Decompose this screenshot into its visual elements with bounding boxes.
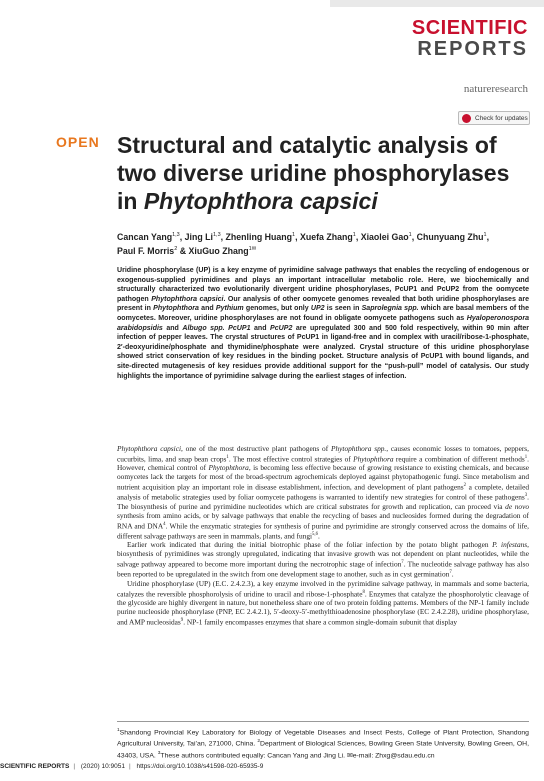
logo-line-2: REPORTS — [417, 38, 528, 60]
reference-link[interactable]: 4 — [163, 521, 166, 527]
author-list: Cancan Yang$^{1,3}$, Jing Li$^{1,3}$, Zhenling Huang$^1$, Xuefa Zhang$^1$, Xiaolei Gao$^1$, Chunyuang Zhu$^1$, Paul F. Morris$^2$ & XiuGuo Zhang$^{1✉}$ — [117, 231, 490, 256]
reference-link[interactable]: 1 — [524, 454, 528, 460]
title-line-3-prefix: in — [117, 188, 144, 214]
top-bar — [0, 0, 544, 12]
check-updates-button[interactable] — [458, 111, 530, 125]
footer-separator: | — [128, 763, 131, 770]
title-line-1: Structural and catalytic analysis of — [117, 132, 497, 158]
logo-line-1: SCIENTIFIC — [411, 17, 528, 39]
author[interactable]: XiuGuo Zhang$^{1✉}$ — [188, 245, 257, 256]
email-icon: ✉ — [346, 752, 353, 760]
affiliation-divider — [117, 721, 529, 722]
author-email-link[interactable]: Zhxg@sdau.edu.cn — [375, 752, 435, 760]
author[interactable]: Paul F. Morris$^2$ — [117, 245, 178, 256]
title-line-2: two diverse uridine phosphorylases — [117, 160, 510, 186]
article-title — [117, 131, 529, 215]
page-footer — [0, 763, 544, 777]
reference-link[interactable]: 3 — [524, 493, 528, 499]
title-line-3-species: Phytophthora capsici — [143, 188, 378, 214]
author[interactable]: Cancan Yang$^{1,3}$ — [117, 231, 180, 242]
top-bar-box — [330, 0, 544, 7]
open-access-label: OPEN — [56, 134, 100, 150]
abstract: Uridine phosphorylase (UP) is a key enzyme of pyrimidine salvage pathways that enables the recycling of endogenous or exogenous-supplied pyrimidines and plays an important intracellular metabolic role. Here, we biochemically and structurally characterized two evolutionarily divergent uridine phosphorylases, PcUP1 and PcUP2 from the oomycete pathogen Phytophthora capsici. Our analysis of other oomycete genomes revealed that both uridine phosphorylases are present in Phytophthora and Pythium genomes, but only UP2 is seen in Saprolegnia spp. which are basal members of the oomycetes. Moreover, uridine phosphorylases are not found in obligate oomycete pathogens such as Hyaloperonospora arabidopsidis and Albugo spp. PcUP1 and PcUP2 are upregulated 300 and 500 fold respectively, within 90 min after infection of pepper leaves. The crystal structures of PcUP1 in ligand-free and in complex with uracil/ribose-1-phosphate, 2′-deoxyuridine/phosphate and thymidine/phosphate were analyzed. Crystal structure of this uridine phosphorylase showed strict conservation of key residues in the binding pocket. Structure analysis of PcUP1 with bound ligands, and site-directed mutagenesis of key residues provide additional support for the “push-pull” model of catalysis. Our study highlights the importance of pyrimidine salvage during the earliest stages of infection. — [117, 267, 529, 380]
affiliations: $^1$Shandong Provincial Key Laboratory for Biology of Vegetable Diseases and Insect Pests, College of Plant Protection, Shandong Agricultural University, Tai’an, 271000, China. $^2$Department of Biological Sciences, Bowling Green State University, Bowling Green, OH, 43403, USA. $^3$These authors contributed equally: Cancan Yang and Jing Li. ✉e-mail: Zhxg@sdau.edu.cn — [117, 728, 529, 760]
reference-link[interactable]: 8 — [362, 589, 365, 595]
reference-link[interactable]: 1 — [226, 454, 229, 460]
journal-logo[interactable] — [412, 18, 528, 60]
publisher-name: natureresearch — [463, 83, 528, 95]
footer-doi-link[interactable]: https://doi.org/10.1038/s41598-020-65935-9 — [136, 763, 264, 770]
reference-link[interactable]: 7 — [401, 560, 404, 566]
author[interactable]: Zhenling Huang$^1$ — [225, 231, 296, 242]
refresh-icon — [462, 114, 471, 123]
check-updates-label: Check for updates — [475, 114, 528, 122]
reference-link[interactable]: 9 — [180, 617, 184, 623]
footer-citation: (2020) 10:9051 — [80, 763, 125, 770]
author[interactable]: Xuefa Zhang$^1$ — [299, 231, 356, 242]
author[interactable]: Jing Li$^{1,3}$ — [184, 231, 221, 242]
reference-link[interactable]: 2 — [463, 483, 467, 489]
body-paragraph-1: Phytophthora capsici, one of the most destructive plant pathogens of Phytophthora spp., causes economic losses to tomatoes, peppers, cucurbits, lima, and snap bean crops$^1$. The most effective control strategies of Phytophthora require a combination of different methods$^1$. However, chemical control of Phytophthora, is becoming less effective because of growing resistance to existing chemicals, and because oomycetes lack the targets for most of the broad-spectrum agrochemicals deployed against phytopathogenic fungi. Since metabolism and nutrient acquisition play an important role in disease establishment, infection, and development of plant pathogens$^2$ a complete, detailed analysis of metabolic strategies used by foliar oomycete pathogens is warranted to identify new strategies for control of these pathogens$^3$. The biosynthesis of purine and pyrimidine nucleotides which are critical substrates for growth and replication, can proceed via de novo synthesis from amino acids, or by salvage pathways that enable the recycling of bases and nucleosides formed during the degradation of RNA and DNA$^4$. While the enzymatic strategies for synthesis of purine and pyrimidine are strongly conserved across the domains of life, different salvage pathways are seen in mammals, plants, and fungi$^{5,6}$. — [117, 444, 529, 541]
body-paragraph-3: Uridine phosphorylase (UP) (E.C. 2.4.2.3), a key enzyme involved in the pyrimidine salvage pathway, in mammals and some bacteria, catalyzes the reversible phosphorolysis of uridine to uracil and ribose-1-phosphate$^8$. Enzymes that catalyze the phosphorolytic cleavage of the glycoside are highly divergent in nature, but nonetheless share one of two protein folding patterns. Members of the NP-1 family include purine nucleoside phosphorylase (PNP, EC 2.4.2.1), 5′-deoxy-5′-methylthioadenosine phosphorylase (EC 2.4.2.28), uridine phosphorylase, and AMP nucleosidas$^9$. NP-1 family encompasses enzymes that share a common single-domain subunit that display — [117, 578, 529, 627]
reference-link[interactable]: 5,6 — [312, 531, 319, 537]
body-paragraph-2: Earlier work indicated that during the initial biotrophic phase of the foliar infection by the potato blight pathogen P. infestans, biosynthesis of pyrimidines was strongly upregulated, indicating that invasive growth was not dependent on plant nucleotides, while the salvage pathway appeared to become more important during the necrotrophic stage of infection$^7$. The nucleotide salvage pathway has also been reported to be upregulated in the switch from one development stage to another, such as in cyst germination$^7$. — [117, 540, 529, 579]
author[interactable]: Chunyuang Zhu$^1$ — [416, 231, 487, 242]
footer-journal: SCIENTIFIC REPORTS — [0, 763, 70, 770]
reference-link[interactable]: 7 — [449, 570, 452, 576]
footer-separator: | — [73, 763, 76, 770]
article-body — [117, 445, 529, 627]
author[interactable]: Xiaolei Gao$^1$ — [360, 231, 412, 242]
